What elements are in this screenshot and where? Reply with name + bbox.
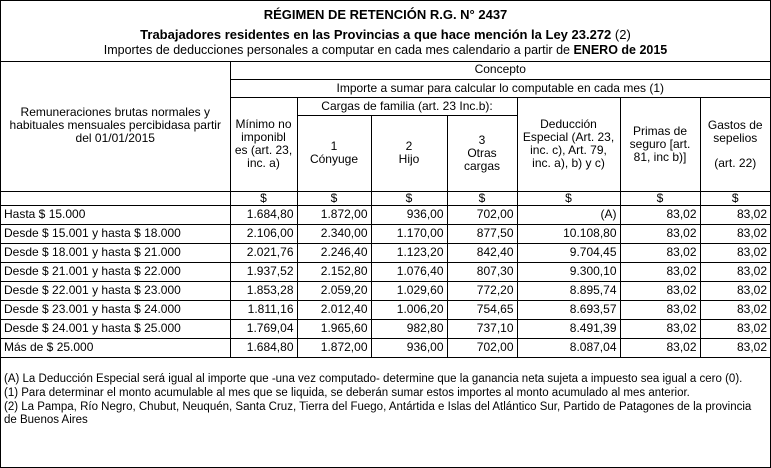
note-a: (A) La Deducción Especial será igual al importe que -una vez computado- determine que la ganancia neta sujeta a impuesto sea igual a cero (0).: [4, 373, 743, 385]
subtitle-2: [1, 43, 770, 57]
cell-hijo: 936,00: [371, 205, 447, 224]
cell-primas: 83,02: [620, 338, 700, 357]
currency-row: [1, 191, 770, 205]
cell-hijo: 1.076,40: [371, 262, 447, 281]
header-hijo-label: Hijo: [398, 152, 420, 166]
header-hijo-num: 2: [405, 139, 413, 153]
cell-otras: 772,20: [447, 281, 517, 300]
subtitle2-prefix: Importes de deducciones personales a computar en cada mes calendario a partir de: [103, 43, 570, 57]
cell-primas: 83,02: [620, 262, 700, 281]
cell-primas: 83,02: [620, 300, 700, 319]
cell-otras: 807,30: [447, 262, 517, 281]
header-deduccion: Deducción Especial (Art. 23, inc. c), Art. 79, inc. a), b) y c): [517, 97, 620, 191]
cell-primas: 83,02: [620, 319, 700, 338]
cell-minimo: 2.021,76: [230, 243, 297, 262]
header-row-concepto: [1, 61, 770, 79]
note-2: (2) La Pampa, Río Negro, Chubut, Neuquén, Santa Cruz, Tierra del Fuego, Antártida e Islas del Atlántico Sur, Partido de Patagones de la provincia de Buenos Aires: [4, 401, 752, 426]
cell-gastos: 83,02: [700, 281, 770, 300]
currency-gastos: $: [700, 191, 770, 205]
cell-gastos: 83,02: [700, 319, 770, 338]
currency-minimo: $: [230, 191, 297, 205]
cell-deduccion: 9.704,45: [517, 243, 620, 262]
table-row: [1, 319, 770, 338]
table-row: [1, 338, 770, 357]
cell-hijo: 982,80: [371, 319, 447, 338]
currency-blank: [1, 191, 230, 205]
cell-minimo: 1.684,80: [230, 205, 297, 224]
cell-deduccion: 9.300,10: [517, 262, 620, 281]
cell-conyuge: 2.246,40: [297, 243, 371, 262]
cell-conyuge: 2.059,20: [297, 281, 371, 300]
header-concepto: Concepto: [230, 61, 770, 79]
cell-conyuge: 2.012,40: [297, 300, 371, 319]
header-otras: [447, 115, 517, 191]
cell-hijo: 1.006,20: [371, 300, 447, 319]
cell-deduccion: 8.087,04: [517, 338, 620, 357]
table-row: [1, 243, 770, 262]
header-cargas: Cargas de familia (art. 23 Inc.b):: [297, 97, 517, 115]
cell-otras: 754,65: [447, 300, 517, 319]
cell-primas: 83,02: [620, 205, 700, 224]
cell-gastos: 83,02: [700, 205, 770, 224]
cell-gastos: 83,02: [700, 262, 770, 281]
cell-conyuge: 1.872,00: [297, 338, 371, 357]
cell-hijo: 1.170,00: [371, 224, 447, 243]
cell-conyuge: 2.340,00: [297, 224, 371, 243]
cell-deduccion: (A): [517, 205, 620, 224]
row-label: Desde $ 21.001 y hasta $ 22.000: [1, 262, 230, 281]
cell-otras: 702,00: [447, 205, 517, 224]
cell-deduccion: 8.693,57: [517, 300, 620, 319]
note-1: (1) Para determinar el monto acumulable al mes que se liquida, se deberán sumar estos importes al monto acumulado al mes anterior.: [4, 387, 690, 399]
cell-minimo: 1.937,52: [230, 262, 297, 281]
row-label: Desde $ 23.001 y hasta $ 24.000: [1, 300, 230, 319]
notes: [1, 373, 770, 428]
subtitle-ref: (2): [614, 27, 631, 42]
row-label: Desde $ 18.001 y hasta $ 21.000: [1, 243, 230, 262]
header-gastos-label: Gastos de sepelios: [707, 117, 763, 145]
cell-minimo: 1.684,80: [230, 338, 297, 357]
row-label: Desde $ 24.001 y hasta $ 25.000: [1, 319, 230, 338]
currency-otras: $: [447, 191, 517, 205]
header-gastos-ref: (art. 22): [714, 155, 757, 170]
cell-hijo: 1.123,20: [371, 243, 447, 262]
cell-conyuge: 1.872,00: [297, 205, 371, 224]
cell-primas: 83,02: [620, 281, 700, 300]
title-block: [1, 1, 770, 62]
subtitle: [1, 27, 770, 42]
table-row: [1, 224, 770, 243]
header-conyuge-num: 1: [330, 139, 338, 153]
cell-minimo: 1.769,04: [230, 319, 297, 338]
cell-primas: 83,02: [620, 224, 700, 243]
cell-deduccion: 10.108,80: [517, 224, 620, 243]
cell-hijo: 1.029,60: [371, 281, 447, 300]
cell-gastos: 83,02: [700, 300, 770, 319]
table-row: [1, 281, 770, 300]
cell-conyuge: 1.965,60: [297, 319, 371, 338]
header-gastos: [700, 97, 770, 191]
currency-hijo: $: [371, 191, 447, 205]
cell-gastos: 83,02: [700, 243, 770, 262]
cell-otras: 877,50: [447, 224, 517, 243]
deductions-table: [1, 61, 770, 358]
cell-hijo: 936,00: [371, 338, 447, 357]
header-hijo: [371, 115, 447, 191]
page-title: RÉGIMEN DE RETENCIÓN R.G. N° 2437: [263, 7, 508, 22]
row-label: Desde $ 22.001 y hasta $ 23.000: [1, 281, 230, 300]
currency-conyuge: $: [297, 191, 371, 205]
cell-minimo: 1.811,16: [230, 300, 297, 319]
cell-gastos: 83,02: [700, 224, 770, 243]
table-row: [1, 300, 770, 319]
cell-conyuge: 2.152,80: [297, 262, 371, 281]
header-remuneraciones: Remuneraciones brutas normales y habituales mensuales percibidasa partir del 01/01/2015: [1, 61, 230, 191]
header-conyuge: [297, 115, 371, 191]
subtitle2-bold: ENERO de 2015: [573, 43, 668, 57]
cell-gastos: 83,02: [700, 338, 770, 357]
cell-minimo: 1.853,28: [230, 281, 297, 300]
header-conyuge-label: Cónyuge: [309, 152, 359, 166]
row-label: Más de $ 25.000: [1, 338, 230, 357]
row-label: Desde $ 15.001 y hasta $ 18.000: [1, 224, 230, 243]
table-row: [1, 262, 770, 281]
table-row: [1, 205, 770, 224]
currency-deduccion: $: [517, 191, 620, 205]
cell-otras: 702,00: [447, 338, 517, 357]
cell-primas: 83,02: [620, 243, 700, 262]
header-otras-label: Otras cargas: [463, 145, 501, 173]
cell-otras: 737,10: [447, 319, 517, 338]
header-minimo: Mínimo no imponibl es (art. 23, inc. a): [230, 97, 297, 191]
header-primas: Primas de seguro [art. 81, inc b)]: [620, 97, 700, 191]
header-otras-num: 3: [478, 132, 486, 147]
cell-otras: 842,40: [447, 243, 517, 262]
cell-minimo: 2.106,00: [230, 224, 297, 243]
currency-primas: $: [620, 191, 700, 205]
subtitle-bold: Trabajadores residentes en las Provincias a que hace mención la Ley 23.272: [140, 27, 612, 42]
cell-deduccion: 8.491,39: [517, 319, 620, 338]
row-label: Hasta $ 15.000: [1, 205, 230, 224]
header-importe: Importe a sumar para calcular lo computable en cada mes (1): [230, 79, 770, 97]
cell-deduccion: 8.895,74: [517, 281, 620, 300]
